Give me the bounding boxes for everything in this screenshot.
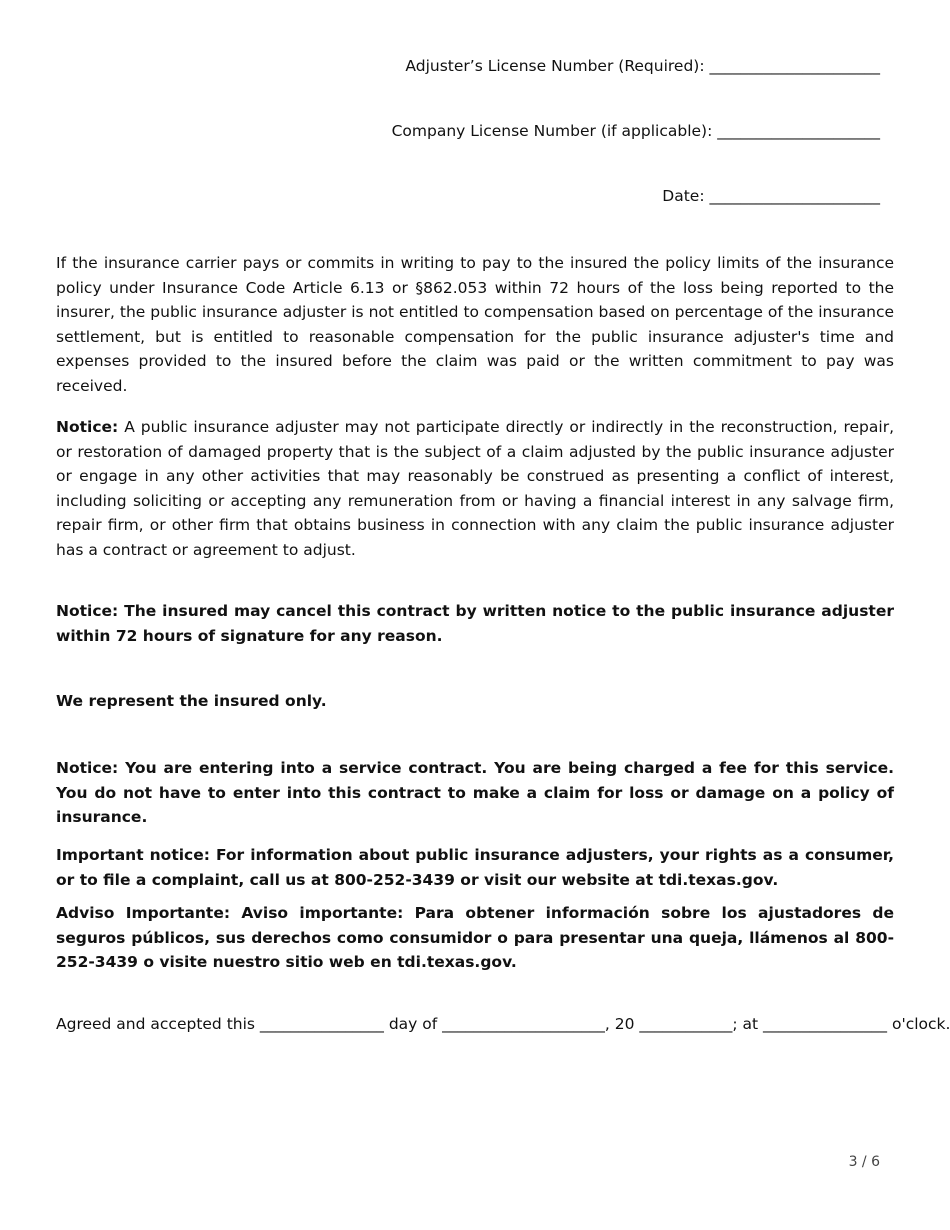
notice-label: Notice: <box>56 418 119 436</box>
aviso-importante-paragraph: Adviso Importante: Aviso importante: Para obtener información sobre los ajustadores de seguros públicos, sus derechos como consumidor o para presentar una queja, llámenos al 800-252-3439 o visite nuestro sitio web en tdi.texas.gov. <box>56 904 894 971</box>
company-license-line[interactable]: Company License Number (if applicable): _____________________ <box>391 122 880 140</box>
policy-limits-paragraph: If the insurance carrier pays or commits in writing to pay to the insured the policy limits of the insurance policy under Insurance Code Article 6.13 or §862.053 within 72 hours of the loss being reported to the insurer, the public insurance adjuster is not entitled to compensation based on percentage of the insurance settlement, but is entitled to reasonable compensation for the public insurance adjuster's time and expenses provided to the insured before the claim was paid or the written commitment to pay was received. <box>56 254 894 395</box>
important-notice-paragraph: Important notice: For information about public insurance adjusters, your rights as a consumer, or to file a complaint, call us at 800-252-3439 or visit our website at tdi.texas.gov. <box>56 846 894 889</box>
cancel-notice-paragraph: Notice: The insured may cancel this contract by written notice to the public insurance adjuster within 72 hours of signature for any reason. <box>56 602 894 645</box>
conflict-notice-paragraph <box>56 415 894 562</box>
service-contract-notice: Notice: You are entering into a service contract. You are being charged a fee for this service. You do not have to enter into this contract to make a claim for loss or damage on a policy of insurance. <box>56 759 894 826</box>
adjuster-license-line[interactable]: Adjuster’s License Number (Required): ______________________ <box>405 57 880 75</box>
agreed-accepted-line[interactable]: Agreed and accepted this ________________ day of _____________________, 20 ____________; at ________________ o'clock. <box>56 1015 950 1033</box>
conflict-notice-body: A public insurance adjuster may not participate directly or indirectly in the reconstruction, repair, or restoration of damaged property that is the subject of a claim adjusted by the public insurance adjuster or engage in any other activities that may reasonably be construed as presenting a conflict of interest, including soliciting or accepting any remuneration from or having a financial interest in any salvage firm, repair firm, or other firm that obtains business in connection with any claim the public insurance adjuster has a contract or agreement to adjust. <box>56 418 894 559</box>
represent-statement: We represent the insured only. <box>56 692 327 710</box>
page-number: 3 / 6 <box>848 1154 880 1170</box>
date-line[interactable]: Date: ______________________ <box>662 187 880 205</box>
